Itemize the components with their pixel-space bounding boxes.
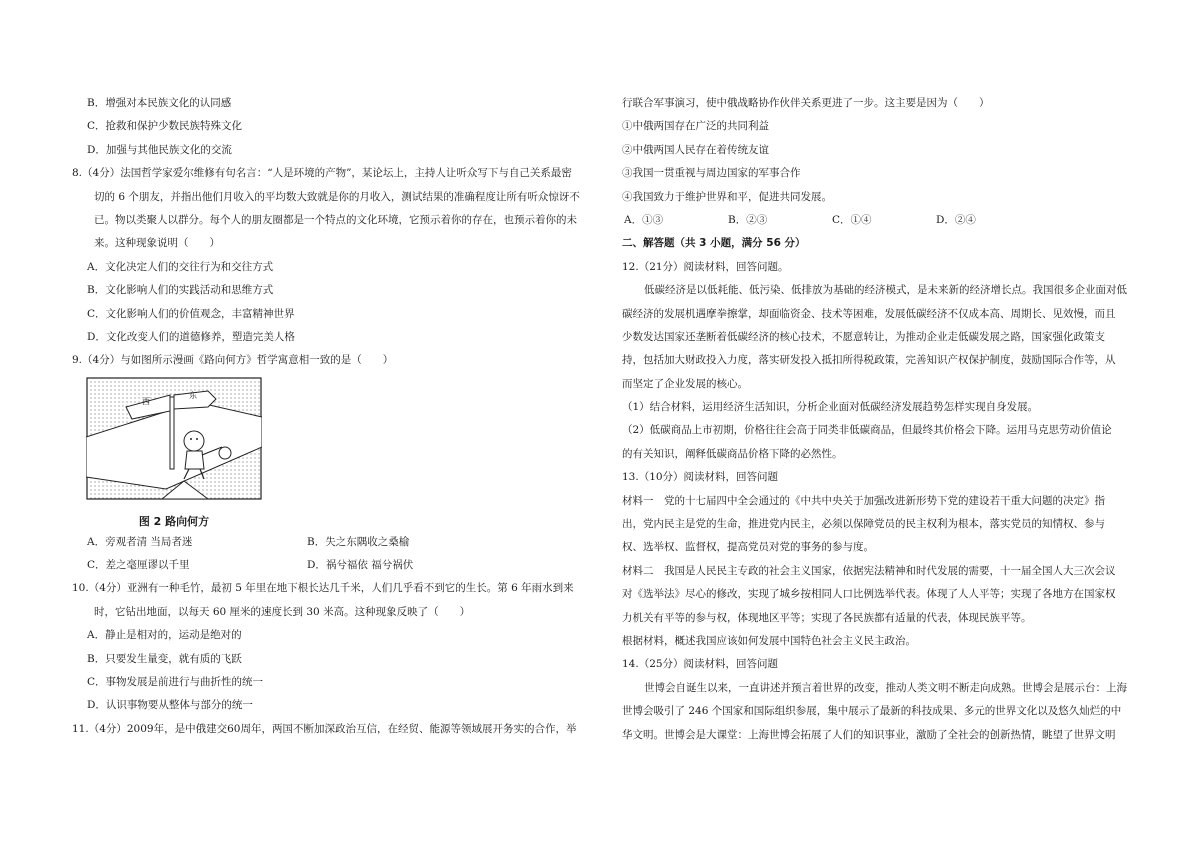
q12-sub1: （1）结合材料，运用经济生活知识，分析企业面对低碳经济发展趋势怎样实现自身发展。 xyxy=(622,401,1039,414)
right-column xyxy=(622,92,1142,747)
sign-label-west: 西 xyxy=(142,396,150,406)
q11-item: ②中俄两国人民存在着传统友谊 xyxy=(622,143,769,156)
cartoon-figure xyxy=(86,377,262,527)
q9-option-a: A．旁观者清 当局者迷 xyxy=(87,535,193,548)
q13-material2-line: 对《选举法》尽心的修改，实现了城乡按相同人口比例选举代表。体现了人人平等；实现了各地方在国家权 xyxy=(622,588,1116,601)
q10-option-d: D．认识事物要从整体与部分的统一 xyxy=(87,699,253,712)
q9-option-c: C．差之毫厘谬以千里 xyxy=(87,559,190,572)
q13-material1-line: 出，党内民主是党的生命，推进党内民主，必须以保障党员的民主权利为根本，落实党员的知情权、参与 xyxy=(622,518,1105,531)
q8-option-c: C．文化影响人们的价值观念，丰富精神世界 xyxy=(87,307,295,320)
q8-option-b: B．文化影响人们的实践活动和思维方式 xyxy=(87,284,274,297)
q11-stem-start: 11.（4分）2009年，是中俄建交60周年，两国不断加深政治互信，在经贸、能源等领域展开务实的合作，举 xyxy=(72,722,577,735)
q14-material-line: 华文明。世博会是大课堂：上海世博会拓展了人们的知识事业，激励了全社会的创新热情，眺望了世界文明 xyxy=(622,728,1116,741)
q10-option-b: B．只要发生量变，就有质的飞跃 xyxy=(87,652,242,665)
q8-stem-line: 来。这种现象说明（ ） xyxy=(94,237,220,250)
q13-material1-line: 材料一 党的十七届四中全会通过的《中共中央关于加强改进新形势下党的建设若干重大问题的决定》指 xyxy=(622,494,1105,507)
q12-stem: 12.（21分）阅读材料，回答问题。 xyxy=(622,260,789,273)
q8-stem-line: 8.（4分）法国哲学家爱尔维修有句名言：“人是环境的产物”，某论坛上，主持人让听众写下与自己关系最密 xyxy=(72,167,572,180)
q10-stem-line: 10.（4分）亚洲有一种毛竹，最初 5 年里在地下根长达几千米，人们几乎看不到它的生长。第 6 年雨水到来 xyxy=(72,582,574,595)
q11-option-b: B．②③ xyxy=(728,213,768,226)
q8-option-d: D．文化改变人们的道德修养，塑造完美人格 xyxy=(87,330,295,343)
q11-item: ①中俄两国存在广泛的共同利益 xyxy=(622,120,769,133)
q13-material2-line: 材料二 我国是人民民主专政的社会主义国家，依据宪法精神和时代发展的需要，十一届全国人大三次会议 xyxy=(622,564,1116,577)
q9-options-row xyxy=(72,554,592,577)
sign-label-east: 东 xyxy=(189,390,197,400)
q11-option-c: C．①④ xyxy=(832,213,872,226)
q7-option-c: C．抢救和保护少数民族特殊文化 xyxy=(87,120,243,133)
q12-sub2-line: 的有关知识，阐释低碳商品价格下降的必然性。 xyxy=(622,447,843,460)
q8-option-a: A．文化决定人们的交往行为和交往方式 xyxy=(87,260,274,273)
q12-material-line: 持，包括加大财政投入力度，落实研发投入抵扣所得税政策，完善知识产权保护制度，鼓励国际合作等，从 xyxy=(622,354,1116,367)
q11-option-a: A．①③ xyxy=(624,213,664,226)
q7-option-d: D．加强与其他民族文化的交流 xyxy=(87,143,232,156)
q9-option-d: D．祸兮福依 福兮祸伏 xyxy=(307,559,414,572)
q9-options-row xyxy=(72,531,592,554)
q10-option-c: C．事物发展是前进行与曲折性的统一 xyxy=(87,676,264,689)
q12-sub2-line: （2）低碳商品上市初期，价格往往会高于同类非低碳商品，但最终其价格会下降。运用马克思劳动价值论 xyxy=(622,424,1112,437)
q14-stem: 14.（25分）阅读材料，回答问题 xyxy=(622,658,779,671)
left-column xyxy=(72,92,592,741)
q11-stem-cont: 行联合军事演习，使中俄战略协作伙伴关系更进了一步。这主要是因为（ ） xyxy=(622,97,990,109)
q13-stem: 13.（10分）阅读材料，回答问题 xyxy=(622,471,779,484)
q7-option-b: B．增强对本民族文化的认同感 xyxy=(87,97,232,109)
cartoon-illustration xyxy=(86,377,262,511)
section-heading: 二、解答题（共 3 小题，满分 56 分） xyxy=(622,237,806,250)
q12-material-line: 少数发达国家还垄断着低碳经济的核心技术，不愿意转让，为推动企业走低碳发展之路，国家强化政策支 xyxy=(622,330,1105,343)
q12-material-line: 而坚定了企业发展的核心。 xyxy=(622,377,748,390)
q14-material-line: 世博会自诞生以来，一直讲述并预言着世界的改变，推动人类文明不断走向成熟。世博会是展示台：上海 xyxy=(644,681,1127,694)
q10-option-a: A．静止是相对的，运动是绝对的 xyxy=(87,629,242,642)
figure-caption: 图 2 路向何方 xyxy=(138,514,210,528)
q8-stem-line: 切的 6 个朋友，并指出他们月收入的平均数大致就是你的月收入，测试结果的准确程度让所有听众惊讶不 xyxy=(94,190,580,203)
q14-material-line: 世博会吸引了 246 个国家和国际组织参展，集中展示了最新的科技成果、多元的世界文化以及悠久灿烂的中 xyxy=(622,705,1122,718)
q13-material1-line: 权、选举权、监督权，提高党员对党的事务的参与度。 xyxy=(622,541,874,554)
q13-material2-line: 力机关有平等的参与权，体现地区平等；实现了各民族都有适量的代表，体现民族平等。 xyxy=(622,611,1032,624)
q12-material-line: 低碳经济是以低耗能、低污染、低排放为基础的经济模式，是未来新的经济增长点。我国很多企业面对低 xyxy=(644,284,1127,297)
q11-item: ③我国一贯重视与周边国家的军事合作 xyxy=(622,167,801,180)
q11-option-d: D．②④ xyxy=(936,213,976,226)
q12-material-line: 碳经济的发展机遇摩拳擦掌，却面临资金、技术等困难，发展低碳经济不仅成本高、周期长、见效慢，而且 xyxy=(622,307,1116,320)
q13-question: 根据材料，概述我国应该如何发展中国特色社会主义民主政治。 xyxy=(622,634,916,647)
q11-item: ④我国致力于维护世界和平，促进共同发展。 xyxy=(622,190,832,203)
q10-stem-line: 时，它钻出地面，以每天 60 厘米的速度长到 30 米高。这种现象反映了（ ） xyxy=(94,605,471,618)
q8-stem-line: 已。物以类聚人以群分。每个人的朋友圈都是一个特点的文化环境，它预示着你的存在，也预示着你的未 xyxy=(94,213,577,226)
q11-options-row xyxy=(622,209,1142,232)
q9-stem: 9.（4分）与如图所示漫画《路向何方》哲学寓意相一致的是（ ） xyxy=(72,354,394,367)
q9-option-b: B．失之东隅收之桑榆 xyxy=(307,535,410,548)
